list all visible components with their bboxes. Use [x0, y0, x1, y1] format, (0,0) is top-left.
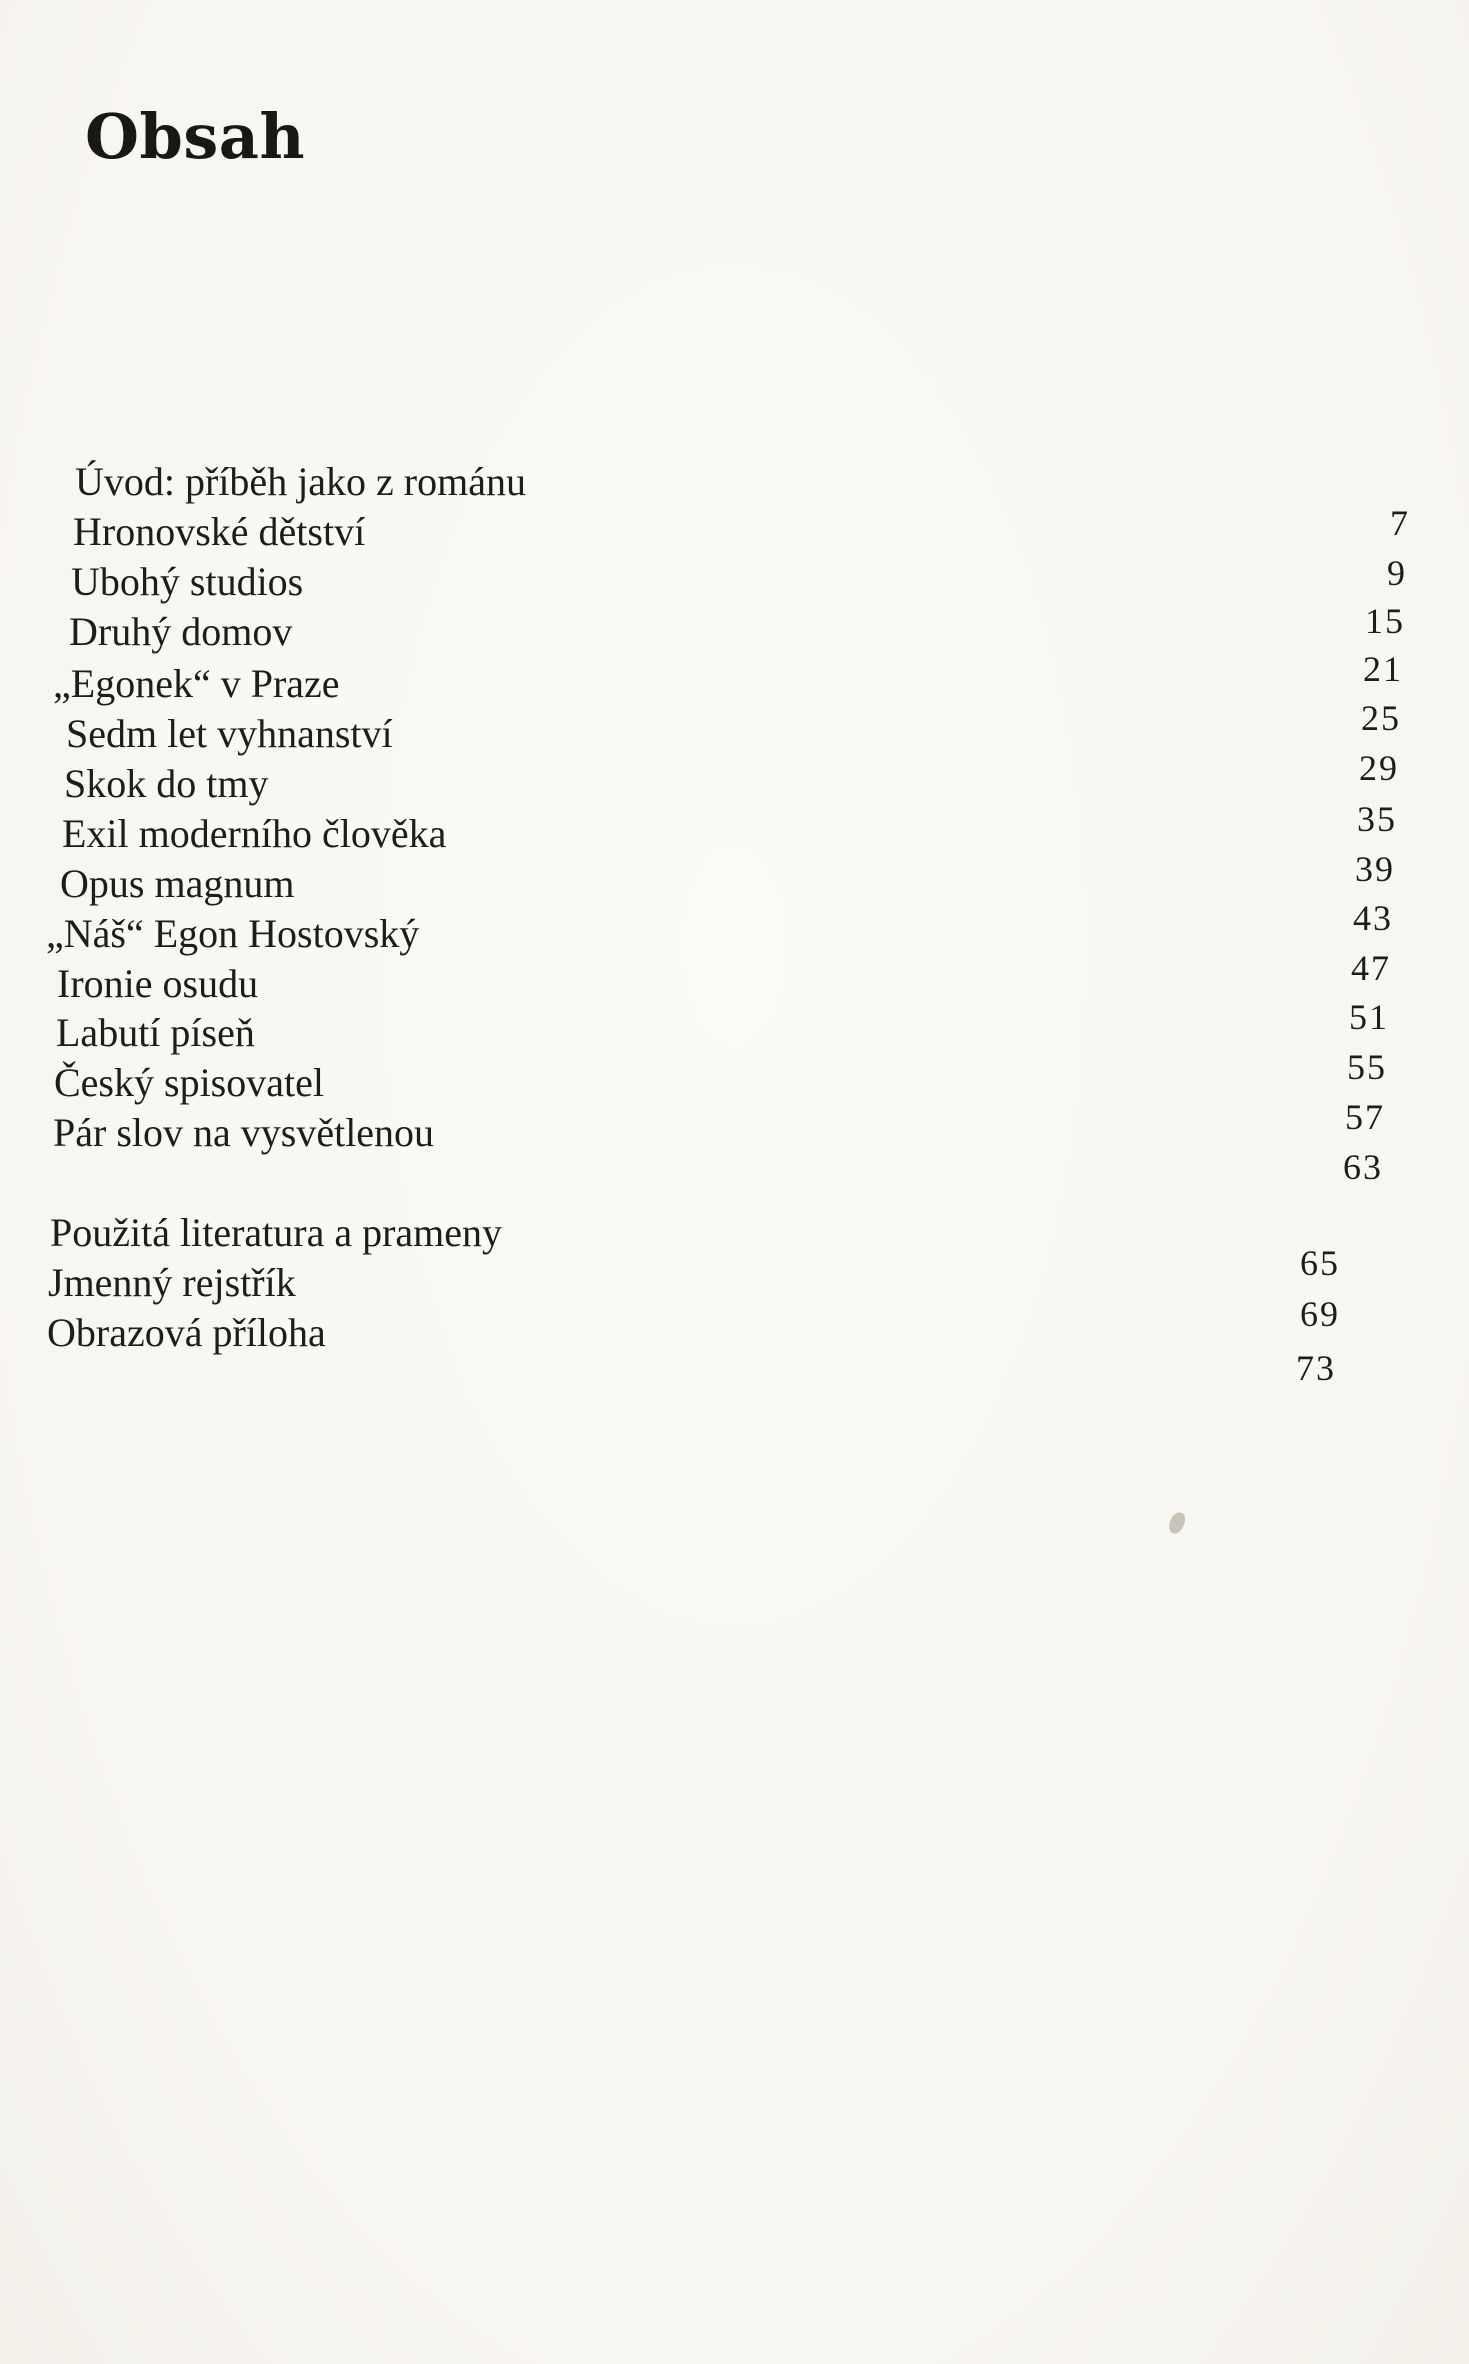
toc-entry-page: 9 [1387, 553, 1407, 593]
toc-entry-label: Úvod: příběh jako z románu [75, 459, 526, 504]
toc-entry-label: Hronovské dětství [73, 509, 366, 554]
toc-entry-label: Sedm let vyhnanství [66, 711, 393, 756]
toc-entry-label: Druhý domov [69, 609, 293, 654]
toc-entry-label: „Náš“ Egon Hostovský [46, 911, 420, 956]
toc-entry-page: 47 [1351, 948, 1391, 988]
page-title: Obsah [85, 100, 306, 173]
toc-entry-page: 57 [1345, 1097, 1385, 1137]
toc-backmatter-page: 69 [1300, 1294, 1340, 1334]
toc-entry-label: Ironie osudu [57, 961, 259, 1006]
toc-entry-page: 55 [1347, 1047, 1387, 1087]
toc-entry-label: „Egonek“ v Praze [53, 661, 340, 706]
toc-entry-page: 21 [1363, 649, 1403, 689]
toc-backmatter-page: 65 [1300, 1243, 1340, 1283]
toc-entry-page: 63 [1343, 1147, 1383, 1187]
toc-entry-page: 15 [1365, 601, 1405, 641]
toc-entry-page: 39 [1355, 849, 1395, 889]
toc-entry-label: Labutí píseň [56, 1010, 255, 1055]
toc-entry-label: Opus magnum [60, 861, 295, 906]
toc-entry-label: Exil moderního člověka [62, 811, 447, 856]
toc-entry-page: 7 [1390, 503, 1410, 543]
toc-entry-label: Pár slov na vysvětlenou [53, 1110, 435, 1155]
toc-entry-page: 35 [1357, 799, 1397, 839]
toc-entry-label: Český spisovatel [54, 1060, 324, 1105]
toc-entry-page: 43 [1353, 898, 1393, 938]
toc-backmatter-label: Použitá literatura a prameny [50, 1210, 503, 1255]
toc-backmatter-label: Obrazová příloha [47, 1310, 326, 1355]
toc-entry-page: 25 [1361, 698, 1401, 738]
toc-backmatter-page: 73 [1296, 1348, 1336, 1388]
toc-entry-page: 51 [1349, 997, 1389, 1037]
toc-entry-label: Skok do tmy [64, 761, 269, 806]
toc-entry-page: 29 [1359, 748, 1399, 788]
toc-backmatter-label: Jmenný rejstřík [48, 1260, 296, 1305]
toc-entry-label: Ubohý studios [71, 559, 304, 604]
